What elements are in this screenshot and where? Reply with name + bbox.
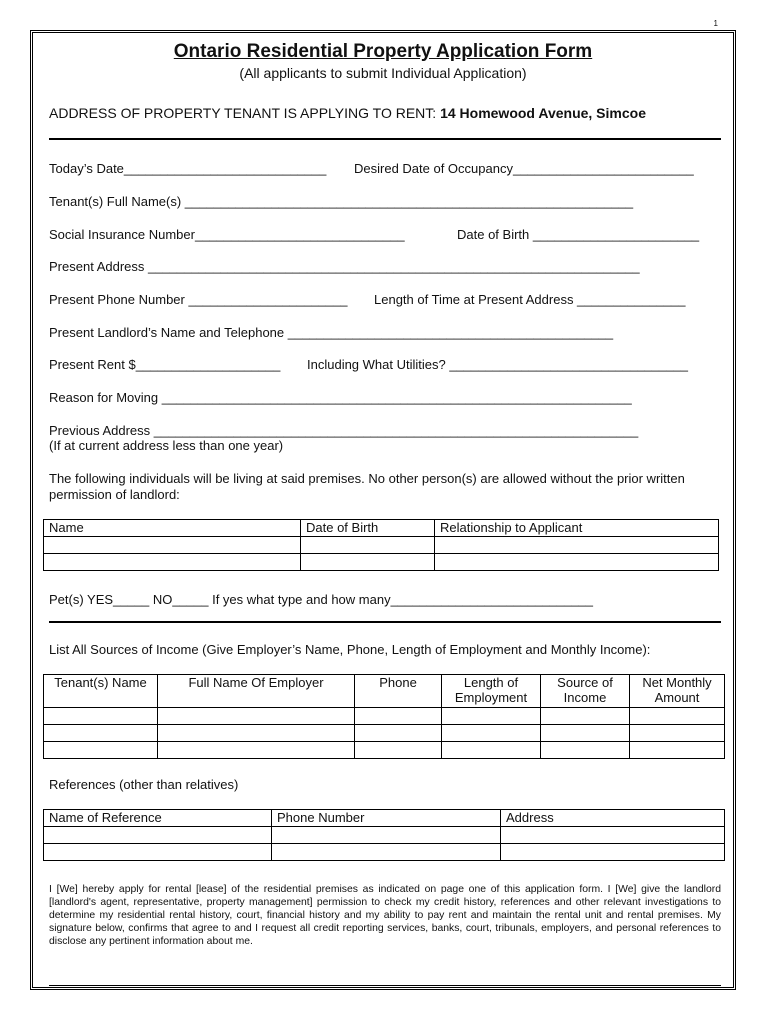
occupants-table <box>43 519 719 571</box>
pets-field[interactable]: Pet(s) YES_____ NO_____ If yes what type and how many____________________________ <box>49 592 594 607</box>
desired-occupancy-field[interactable]: Desired Date of Occupancy_________________________ <box>354 161 694 176</box>
occupant-dob-header: Date of Birth <box>301 520 435 537</box>
income-intro: List All Sources of Income (Give Employer’s Name, Phone, Length of Employment and Monthly Income): <box>49 642 651 657</box>
form-frame <box>30 30 736 990</box>
rent-field[interactable]: Present Rent $____________________ <box>49 357 281 372</box>
income-tenant-header: Tenant(s) Name <box>44 675 158 708</box>
divider-middle <box>49 621 721 623</box>
occupant-relationship-header: Relationship to Applicant <box>435 520 719 537</box>
table-row[interactable] <box>44 554 719 571</box>
property-address-label: ADDRESS OF PROPERTY TENANT IS APPLYING TO RENT: <box>49 105 437 121</box>
income-length-header: Length of Employment <box>442 675 541 708</box>
table-row[interactable] <box>44 844 725 861</box>
landlord-field[interactable]: Present Landlord’s Name and Telephone _____________________________________________ <box>49 325 614 340</box>
reference-phone-header: Phone Number <box>272 810 501 827</box>
utilities-field[interactable]: Including What Utilities? _________________________________ <box>307 357 688 372</box>
income-amount-header: Net Monthly Amount <box>630 675 725 708</box>
income-phone-header: Phone <box>355 675 442 708</box>
income-table <box>43 674 725 759</box>
form-title: Ontario Residential Property Application Form <box>173 41 593 62</box>
form-subtitle: (All applicants to submit Individual Application) <box>239 65 527 81</box>
table-row[interactable] <box>44 708 725 725</box>
occupants-intro: The following individuals will be living at said premises. No other person(s) are allowed without the prior written permission of landlord: <box>49 471 685 502</box>
reason-field[interactable]: Reason for Moving _________________________________________________________________ <box>49 390 632 405</box>
table-row[interactable] <box>44 725 725 742</box>
table-header-row <box>44 810 725 827</box>
previous-address-note: (If at current address less than one year) <box>49 438 284 453</box>
table-row[interactable] <box>44 827 725 844</box>
phone-field[interactable]: Present Phone Number ______________________ <box>49 292 348 307</box>
table-row[interactable] <box>44 742 725 759</box>
references-table <box>43 809 725 861</box>
table-header-row <box>44 675 725 708</box>
table-header-row <box>44 520 719 537</box>
references-intro: References (other than relatives) <box>49 777 239 792</box>
present-address-field[interactable]: Present Address ____________________________________________________________________ <box>49 259 640 274</box>
property-address <box>49 105 646 121</box>
page-number: 1 <box>713 19 718 28</box>
table-row[interactable] <box>44 537 719 554</box>
reference-name-header: Name of Reference <box>44 810 272 827</box>
legal-consent-text: I [We] hereby apply for rental [lease] of the residential premises as indicated on page one of this application form. I [We] give the landlord [landlord's agent, representative, property management] permission to check my credit history, references and other relevant investigations to determine my residential rental history, court, financial history and my ability to pay rent and maintain the rental unit and rental premises. My signature below, confirms that agree to and I request all credit reporting services, banks, court, tribunals, employers, and personal references to disclose any pertinent information about me. <box>49 884 721 947</box>
occupant-name-header: Name <box>44 520 301 537</box>
property-address-value: 14 Homewood Avenue, Simcoe <box>440 105 646 121</box>
sin-field[interactable]: Social Insurance Number_____________________________ <box>49 227 405 242</box>
income-employer-header: Full Name Of Employer <box>158 675 355 708</box>
dob-field[interactable]: Date of Birth _______________________ <box>457 227 700 242</box>
full-name-field[interactable]: Tenant(s) Full Name(s) ______________________________________________________________ <box>49 194 634 209</box>
todays-date-field[interactable]: Today’s Date____________________________ <box>49 161 327 176</box>
divider-top <box>49 138 721 140</box>
previous-address-field[interactable]: Previous Address ___________________________________________________________________ <box>49 423 639 438</box>
divider-bottom <box>49 985 721 986</box>
reference-address-header: Address <box>501 810 725 827</box>
income-source-header: Source of Income <box>541 675 630 708</box>
length-time-field[interactable]: Length of Time at Present Address _______________ <box>374 292 686 307</box>
